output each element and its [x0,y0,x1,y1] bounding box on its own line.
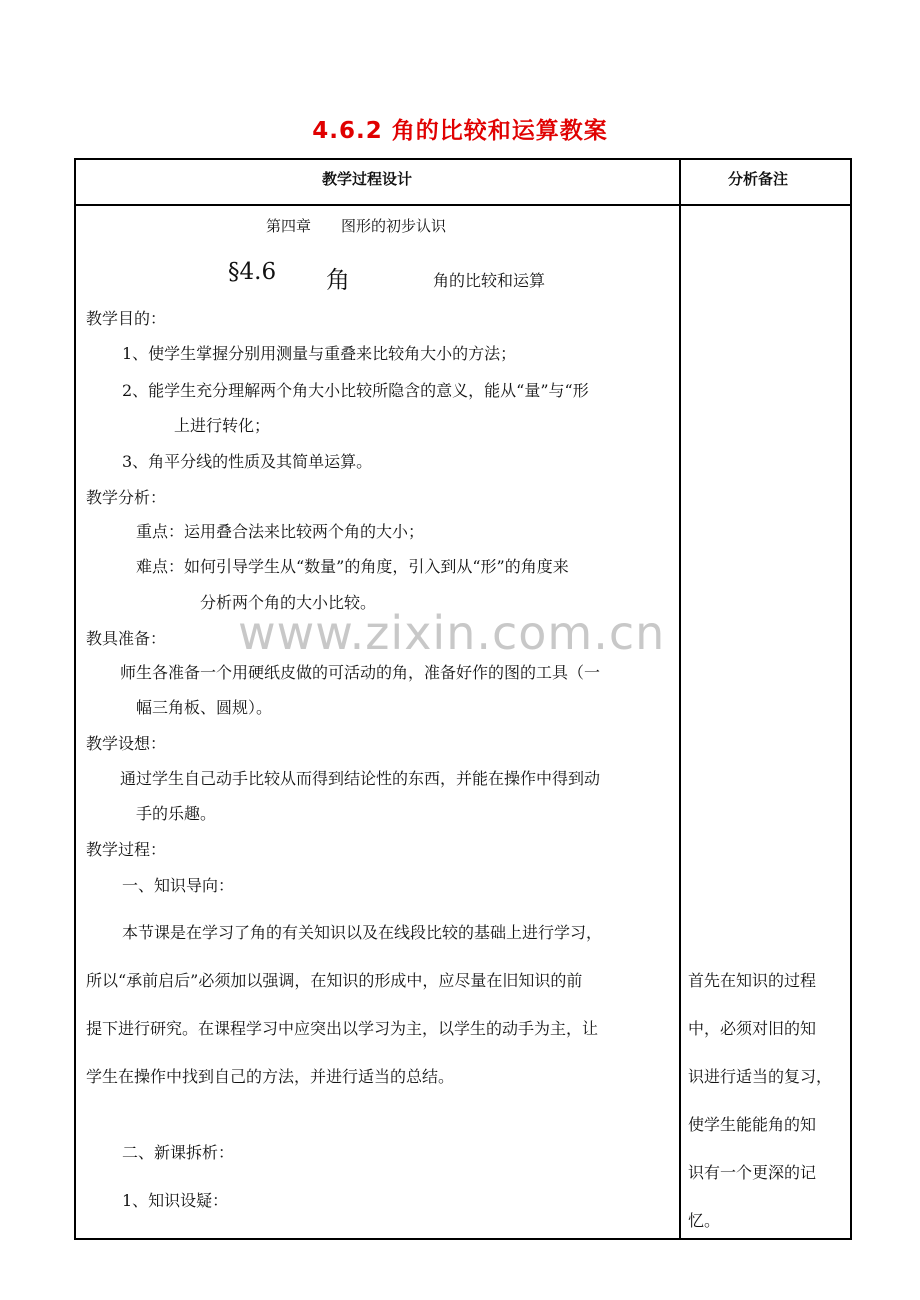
document-title: 4.6.2 角的比较和运算教案 [312,118,608,144]
watermark: www.zixin.com.cn [238,606,666,660]
paragraph-line-3: 提下进行研究。在课程学习中应突出以学习为主，以学生的动手为主，让 [86,1019,599,1038]
objective-2: 2、能学生充分理解两个角大小比较所隐含的意义，能从“量”与“形 [122,381,589,400]
part-one-heading: 一、知识导向： [122,876,235,895]
note-line-5: 识有一个更深的记 [688,1163,817,1182]
heading-tools: 教具准备： [86,629,167,648]
section-subtitle: 角的比较和运算 [433,271,546,290]
tools-text: 师生各准备一个用硬纸皮做的可活动的角，准备好作的图的工具（一 [120,663,601,682]
chapter-line: 第四章 图形的初步认识 [266,217,447,235]
note-line-6: 忆。 [688,1211,721,1230]
lesson-plan-table [74,158,852,1240]
main-column [76,160,679,1238]
difficult-point: 难点：如何引导学生从“数量”的角度，引入到从“形”的角度来 [136,557,569,576]
column-divider [679,160,681,1238]
paragraph-line-1: 本节课是在学习了角的有关知识以及在线段比较的基础上进行学习， [122,923,603,942]
heading-process: 教学过程： [86,840,167,859]
section-number: §4.6 [228,259,277,285]
key-point: 重点：运用叠合法来比较两个角的大小； [136,522,425,541]
tools-text-cont: 幅三角板、圆规）。 [136,698,273,717]
objective-3: 3、角平分线的性质及其简单运算。 [122,452,373,471]
concept-text-cont: 手的乐趣。 [136,804,217,823]
heading-analysis: 教学分析： [86,488,167,507]
paragraph-line-4: 学生在操作中找到自己的方法，并进行适当的总结。 [86,1067,455,1086]
objective-1: 1、使学生掌握分别用测量与重叠来比较角大小的方法； [122,344,517,363]
knowledge-question: 1、知识设疑： [122,1191,229,1210]
difficult-point-cont: 分析两个角的大小比较。 [200,593,377,612]
section-name: 角 [326,266,350,294]
header-analysis-notes: 分析备注 [728,170,789,188]
objective-2-cont: 上进行转化； [174,416,271,435]
heading-concept: 教学设想： [86,734,167,753]
note-line-1: 首先在知识的过程 [688,971,817,990]
part-two-heading: 二、新课拆析： [122,1143,235,1162]
note-line-2: 中，必须对旧的知 [688,1019,817,1038]
concept-text: 通过学生自己动手比较从而得到结论性的东西，并能在操作中得到动 [120,769,601,788]
note-line-3: 识进行适当的复习， [688,1067,833,1086]
paragraph-line-2: 所以“承前启后”必须加以强调，在知识的形成中，应尽量在旧知识的前 [86,971,583,990]
heading-objectives: 教学目的： [86,309,167,328]
header-teaching-process: 教学过程设计 [322,170,413,188]
note-line-4: 使学生能能角的知 [688,1115,817,1134]
